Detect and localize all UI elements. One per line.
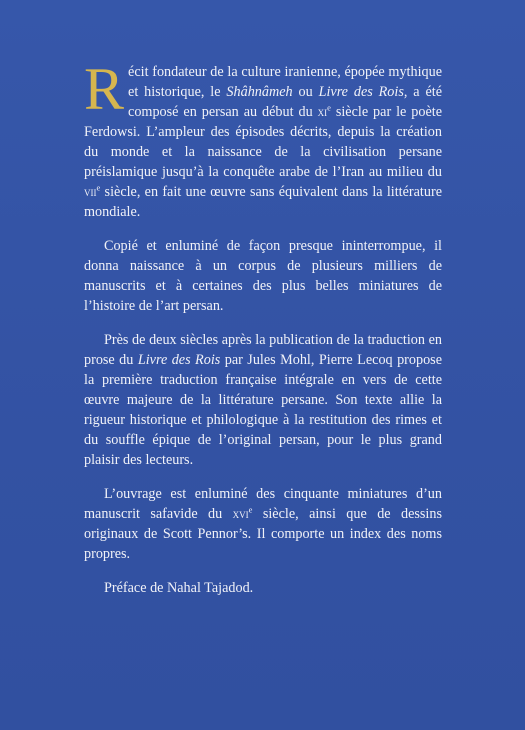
- text-run: siècle, ainsi que de dessins originaux de Scott Pennor’s. Il comporte un index des noms propres.: [84, 506, 442, 562]
- superscript: e: [96, 182, 101, 193]
- century-numeral: xvi: [232, 506, 249, 521]
- century-numeral: vii: [84, 184, 97, 199]
- text-run: siècle par le poète Ferdowsi. L’ampleur des épisodes décrits, depuis la création du monde et la naissance de la civilisation persane préislamique jusqu’à la conquête arabe de l’Iran au milieu du: [84, 104, 443, 180]
- text-run: par Jules Mohl, Pierre Lecoq propose la première traduction française intégrale en vers de cette œuvre majeure de la littérature persane. Son texte allie la rigueur historique et philologique à la restitution des rimes et du souffle épique de l’original persan, pour le plus grand plaisir des lecteurs.: [84, 352, 442, 468]
- blurb-text: [84, 56, 443, 612]
- title-italic: Livre des Rois: [318, 84, 404, 100]
- drop-cap: R: [84, 56, 125, 122]
- title-italic: Shâhnâmeh: [226, 84, 293, 100]
- text-run: siècle, en fait une œuvre sans équivalent dans la littérature mondiale.: [84, 184, 442, 220]
- text-run: L’ouvrage est enluminé des cinquante miniatures d’un manuscrit safavide du: [84, 486, 442, 522]
- paragraph-preface: Préface de Nahal Tajadod.: [104, 580, 254, 596]
- paragraph-manuscripts: Copié et enluminé de façon presque ininterrompue, il donna naissance à un corpus de plusieurs milliers de manuscrits et à certaines des plus belles miniatures de l’histoire de l’art persan.: [84, 238, 442, 314]
- text-run: écit fondateur de la culture iranienne, épopée mythique et historique, le: [128, 64, 442, 100]
- paragraph-illustrations: [84, 484, 442, 564]
- paragraph-intro: [84, 56, 443, 222]
- century-numeral: xi: [317, 104, 328, 119]
- text-run: Près de deux siècles après la publication de la traduction en prose du: [84, 332, 442, 368]
- paragraph-translation: [84, 330, 442, 470]
- text-run: , a été composé en persan au début du: [128, 84, 442, 120]
- text-run: ou: [292, 84, 319, 100]
- title-italic: Livre des Rois: [137, 352, 221, 368]
- superscript: e: [248, 504, 253, 515]
- superscript: e: [327, 102, 331, 113]
